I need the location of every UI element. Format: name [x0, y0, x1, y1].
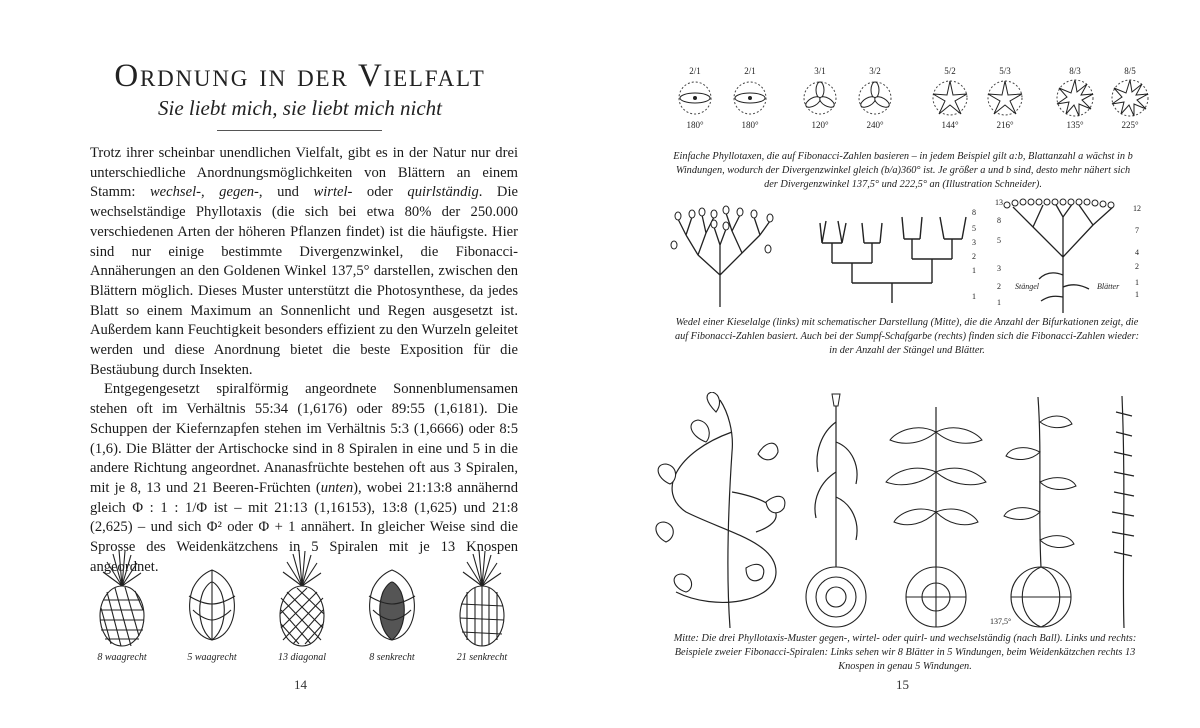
phyllotaxis-angle: 216° — [996, 120, 1014, 130]
phyllotaxis-diagram — [1105, 66, 1155, 130]
pineapple-illustration — [442, 548, 522, 663]
divergence-angle-label: 137,5° — [990, 617, 1012, 626]
right-page — [600, 0, 1200, 728]
text-run: ), wobei 21:13:8 annähernd gleich Φ : 1 : 1/Φ ist – mit 21:13 (1,16153), 13:8 (1,625) und 21:8 (2,625) – und sich Φ² oder Φ + 1 annähert. In gleicher Weise sind die Sprosse des Weidenkätzchens in 5 Spiralen mit je 13 Knospen angeordnet. — [90, 479, 518, 575]
plant-illustrations — [646, 392, 1166, 630]
leaf-number: 12 — [1133, 204, 1141, 213]
stem-number: 2 — [997, 282, 1001, 291]
branch-number: 2 — [972, 252, 976, 261]
fruit-caption: 13 diagonal — [277, 652, 327, 663]
branch-number: 5 — [972, 224, 976, 233]
stem-number: 5 — [997, 236, 1001, 245]
phyllotaxis-diagram — [670, 66, 720, 130]
phyllotaxis-angle: 180° — [741, 120, 759, 130]
italic-term: wirtel- — [313, 184, 353, 201]
text-run: oder — [352, 184, 408, 201]
phyllotaxis-diagram — [980, 66, 1030, 130]
caption-phyllotaxis: Einfache Phyllotaxen, die auf Fibonacci-Zahlen basieren – in jedem Beispiel gilt a:b, Blattanzahl a wächst in b Windungen, wodurch der Divergenzwinkel gleich (b/a)360° ist. Je größer a und b sind, desto mehr nähert sich der Divergenzwinkel 137,5° und 222,5° an (Illustration Schneider). — [673, 151, 1133, 190]
stem-number: 1 — [997, 298, 1001, 307]
italic-term: quirlständig — [407, 184, 479, 201]
artichoke-illustration — [172, 548, 252, 663]
phyllotaxis-ratio: 8/3 — [1069, 66, 1081, 76]
text-run: Trotz ihrer scheinbar unendlichen Vielfalt, gibt es in der Natur nur drei unterschiedliche Anordnungsmöglichkeiten von Blättern an einem Stamm: — [90, 145, 518, 201]
text-run: Entgegengesetzt spiralförmig angeordnete Sonnenblumensamen stehen oft im Verhältnis 55:34 (1,6176) oder 89:55 (1,6181). Die Schuppen der Kiefernzapfen stehen im Verhältnis 5:3 (1,6666) oder 8:5 (1,6). Die Blätter der Artischocke sind in 8 Spiralen in eine und 5 in die andere Richtung angeordnet. Ananasfrüchte bestehen oft aus 3 Spiralen, mit je 8, 13 und 21 Beeren-Früchten ( — [90, 381, 518, 496]
fruit-caption: 8 waagrecht — [97, 652, 147, 663]
page-number: 14 — [294, 677, 307, 692]
text-run: , — [201, 184, 220, 201]
text-run: , und — [258, 184, 314, 201]
fruit-caption: 8 senkrecht — [369, 652, 415, 663]
stem-number: 8 — [997, 216, 1001, 225]
italic-term: unten — [320, 479, 354, 496]
phyllotaxis-diagram — [1050, 66, 1100, 130]
branch-number: 1 — [972, 266, 976, 275]
page-title: Ordnung in der Vielfalt — [114, 58, 486, 94]
phyllotaxis-ratio: 3/1 — [814, 66, 826, 76]
phyllotaxis-ratio: 3/2 — [869, 66, 881, 76]
phyllotaxis-ratio: 2/1 — [689, 66, 701, 76]
fruit-illustrations — [80, 548, 520, 668]
pineapple-illustration — [82, 548, 162, 663]
phyllotaxis-angle: 240° — [866, 120, 884, 130]
page-number: 15 — [896, 677, 909, 692]
branch-number: 3 — [972, 238, 976, 247]
phyllotaxis-angle: 180° — [686, 120, 704, 130]
fruit-caption: 21 senkrecht — [456, 652, 508, 663]
stem-number: 3 — [997, 264, 1001, 273]
fruit-caption: 5 waagrecht — [187, 652, 237, 663]
phyllotaxis-angle: 135° — [1066, 120, 1084, 130]
stem-number: 13 — [995, 198, 1003, 207]
phyllotaxis-ratio: 8/5 — [1124, 66, 1136, 76]
leaf-number: 7 — [1135, 226, 1139, 235]
phyllotaxis-ratio: 5/3 — [999, 66, 1011, 76]
phyllotaxis-angle: 144° — [941, 120, 959, 130]
leaf-number: 4 — [1135, 248, 1139, 257]
caption-diatom: Wedel einer Kieselalge (links) mit schematischer Darstellung (Mitte), die die Anzahl der Bifurkationen zeigt, die auf Fibonacci-Zahlen basiert. Auch bei der Sumpf-Schafgarbe (rechts) finden sich die Fibonacci-Zahlen wieder: in der Anzahl der Stängel und Blätter. — [674, 317, 1140, 356]
bifurcation-schematic — [812, 203, 982, 313]
phyllotaxis-ratio: 2/1 — [744, 66, 756, 76]
italic-term: gegen- — [219, 184, 259, 201]
body-text — [90, 144, 518, 577]
phyllotaxis-ratio: 5/2 — [944, 66, 956, 76]
leaf-number: 1 — [1135, 278, 1139, 287]
page-subtitle: Sie liebt mich, sie liebt mich nicht — [157, 96, 442, 120]
phyllotaxis-diagram-row — [670, 66, 1170, 146]
artichoke-illustration — [352, 548, 432, 663]
phyllotaxis-diagram — [925, 66, 975, 130]
phyllotaxis-diagram — [725, 66, 775, 130]
leaves-label: Blätter — [1097, 282, 1120, 291]
paragraph-1 — [90, 144, 518, 380]
italic-term: wechsel- — [149, 184, 201, 201]
stems-label: Stängel — [1015, 282, 1039, 291]
yarrow-illustration — [993, 197, 1143, 315]
phyllotaxis-angle: 225° — [1121, 120, 1139, 130]
phyllotaxis-angle: 120° — [811, 120, 829, 130]
diatom-illustration — [668, 205, 778, 310]
branch-number: 8 — [972, 208, 976, 217]
phyllotaxis-diagram — [795, 66, 845, 130]
leaf-number: 2 — [1135, 262, 1139, 271]
title-divider — [217, 130, 382, 131]
pineapple-illustration — [262, 548, 342, 663]
text-run: . Die wechselständige Phyllotaxis (die sich bei etwa 80% der 250.000 verschiedenen Arten der höheren Pflanzen findet) ist die häufigste. Hier sind nur einige bestimmte Divergenzwinkel, die Fibonacci-Annäherungen an den Goldenen Winkel 137,5° darstellen, zwischen den Blättern möglich. Dieses Muster unterstützt die Photosynthese, da jedes Blatt so einem Maximum an Sonnenlicht und Regen ausgesetzt ist. Außerdem kann Feuchtigkeit besonders effizient zu den Wurzeln geleitet werden und diese Anordnung bietet die beste Exposition für die Bestäubung durch Insekten. — [90, 184, 518, 378]
caption-phyllotaxis-patterns: Mitte: Die drei Phyllotaxis-Muster gegen-, wirtel- oder quirl- und wechselständig (nach Ball). Links und rechts: Beispiele zweier Fibonacci-Spiralen: Links sehen wir 8 Blätter in 5 Windungen, beim Weidenkätzchen rechts 13 Knospen in genau 5 Windungen. — [673, 633, 1137, 672]
phyllotaxis-diagram — [850, 66, 900, 130]
branch-number: 1 — [972, 292, 976, 301]
leaf-number: 1 — [1135, 290, 1139, 299]
